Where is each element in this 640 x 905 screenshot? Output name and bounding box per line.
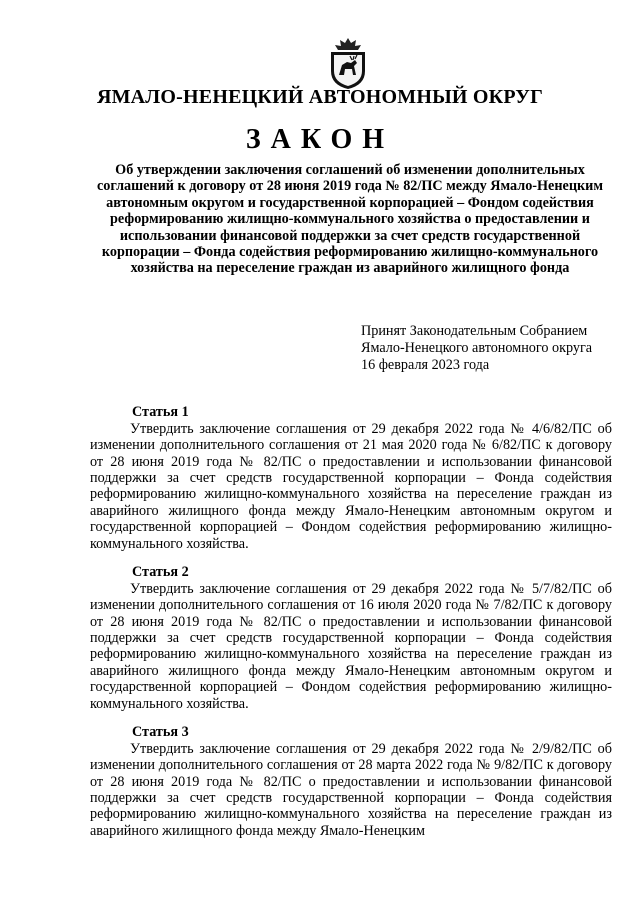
article-3	[90, 724, 612, 839]
article-text: Утвердить заключение соглашения от 29 декабря 2022 года № 5/7/82/ПС об изменении дополнительного соглашения от 16 июля 2020 года № 7/82/ПС к договору от 28 июня 2019 года № 82/ПС о предоставлении и использовании финансовой поддержки за счет средств государственной корпорации – Фонда содействия реформированию жилищно-коммунального хозяйства на переселение граждан из аварийного жилищного фонда между Ямало-Ненецким автономным округом и государственной корпорацией – Фондом содействия реформированию жилищно-коммунального хозяйства.	[90, 580, 612, 712]
article-text: Утвердить заключение соглашения от 29 декабря 2022 года № 4/6/82/ПС об изменении дополнительного соглашения от 21 мая 2020 года № 6/82/ПС к договору от 28 июня 2019 года № 82/ПС о предоставлении и использовании финансовой поддержки за счет средств государственной корпорации – Фонда содействия реформированию жилищно-коммунального хозяйства на переселение граждан из аварийного жилищного фонда между Ямало-Ненецким автономным округом и государственной корпорацией – Фондом содействия реформированию жилищно-коммунального хозяйства.	[90, 420, 612, 552]
article-1	[90, 404, 612, 552]
adoption-date: 16 февраля 2023 года	[361, 357, 490, 373]
adoption-line: Принят Законодательным Собранием	[361, 323, 588, 339]
region-name: ЯМАЛО-НЕНЕЦКИЙ АВТОНОМНЫЙ ОКРУГ	[96, 86, 544, 108]
article-heading: Статья 1	[132, 404, 189, 420]
article-2	[90, 564, 612, 712]
coat-of-arms-emblem	[325, 35, 371, 91]
document-type: ЗАКОН	[245, 124, 395, 155]
article-text: Утвердить заключение соглашения от 29 декабря 2022 года № 2/9/82/ПС об изменении дополнительного соглашения от 28 марта 2022 года № 9/82/ПС к договору от 28 июня 2019 года № 82/ПС о предоставлении и использовании финансовой поддержки за счет средств государственной корпорации – Фонда содействия реформированию жилищно-коммунального хозяйства на переселение граждан из аварийного жилищного фонда между Ямало-Ненецким	[90, 740, 612, 839]
adoption-note	[361, 323, 631, 374]
article-heading: Статья 2	[132, 564, 189, 580]
law-title: Об утверждении заключения соглашений об изменении дополнительных соглашений к договору от 28 июня 2019 года № 82/ПС между Ямало-Ненецким автономным округом и государственной корпорацией – Фондом содействия реформированию жилищно-коммунального хозяйства о предоставлении и использовании финансовой поддержки за счет средств государственной корпорации – Фонда содействия реформированию жилищно-коммунального хозяйства на переселение граждан из аварийного жилищного фонда	[96, 162, 604, 277]
adoption-line: Ямало-Ненецкого автономного округа	[361, 340, 593, 356]
article-heading: Статья 3	[132, 724, 189, 740]
